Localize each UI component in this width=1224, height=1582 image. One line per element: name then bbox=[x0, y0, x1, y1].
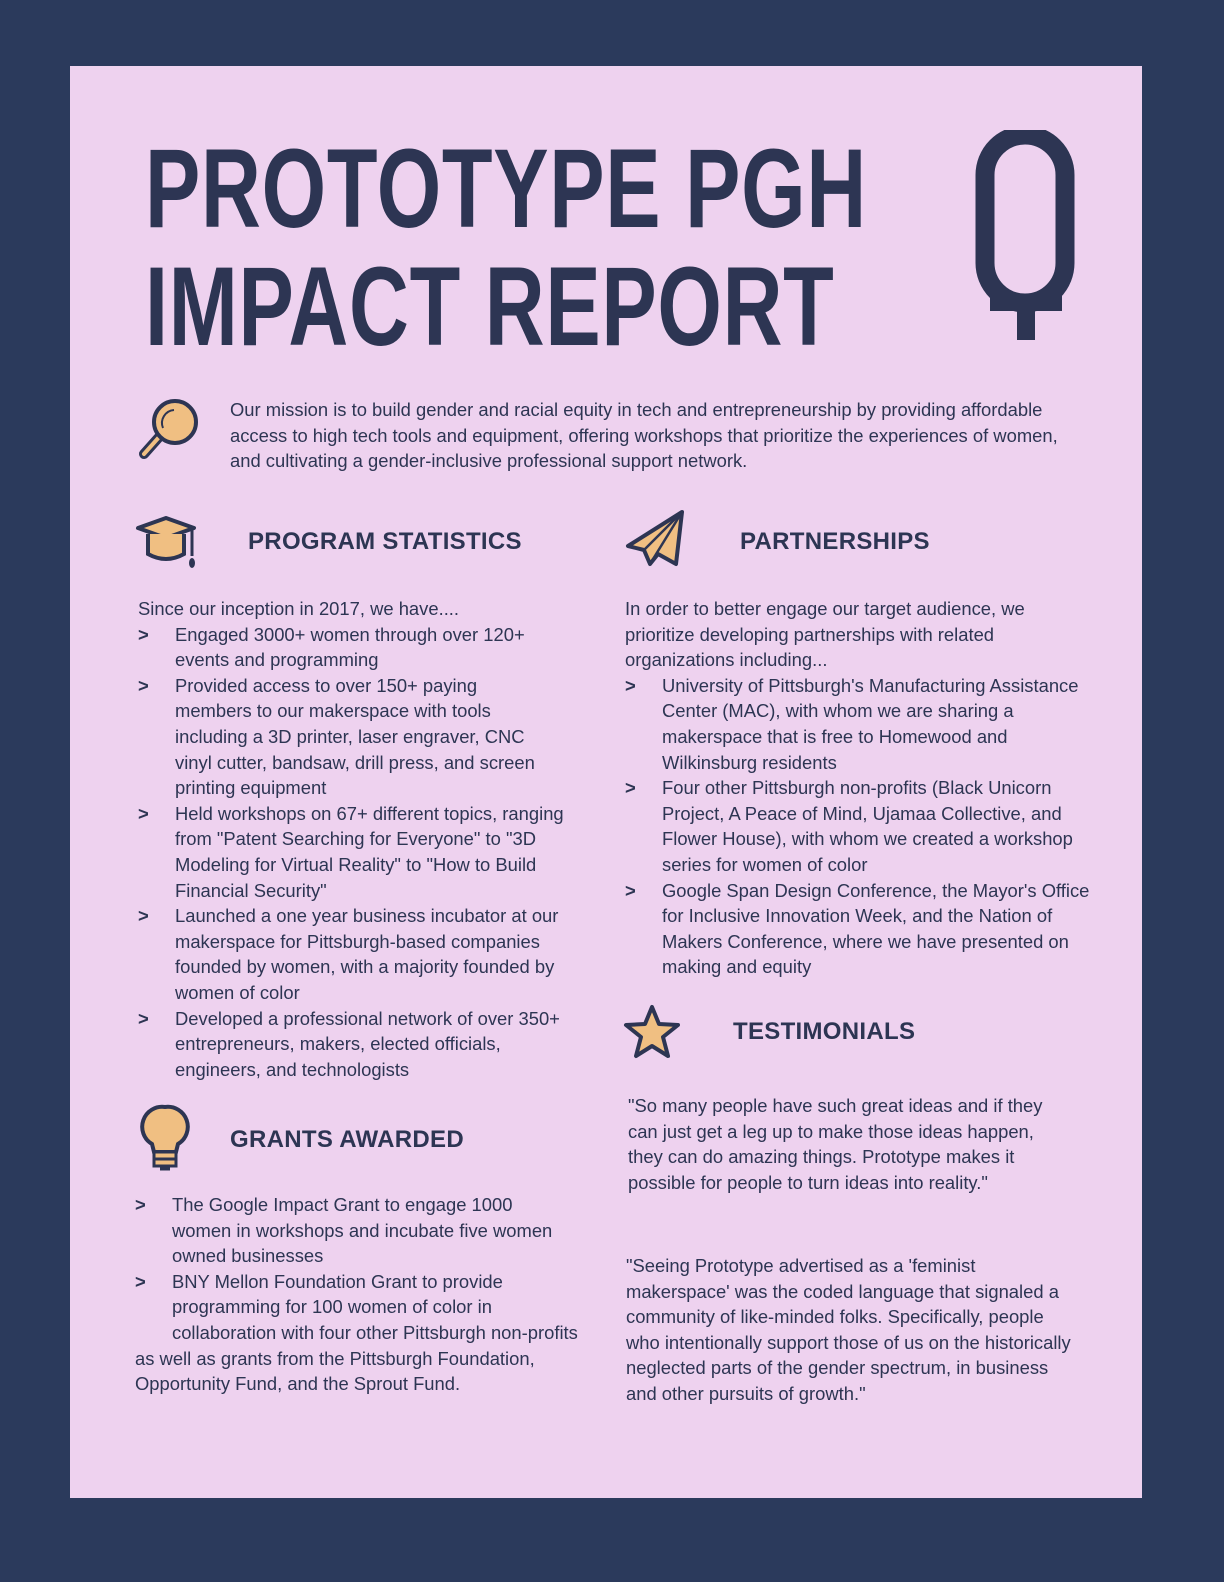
lightbulb-icon bbox=[140, 1104, 190, 1172]
star-icon bbox=[622, 1003, 682, 1061]
partnerships-section bbox=[625, 596, 1090, 980]
testimonial-quote: "Seeing Prototype advertised as a 'feminist makerspace' was the coded language that signaled a community of like-minded folks. Specifically, people who intentionally support those of us on the historically neglected parts of the gender spectrum, in business and other pursuits of growth." bbox=[626, 1255, 1071, 1404]
grant-item: > The Google Impact Grant to engage 1000 women in workshops and incubate five women owned businesses bbox=[135, 1194, 553, 1267]
program-statistics-heading: PROGRAM STATISTICS bbox=[248, 528, 522, 555]
program-item: > Engaged 3000+ women through over 120+ events and programming bbox=[138, 623, 525, 671]
program-item: > Launched a one year business incubator at our makerspace for Pittsburgh-based companies founded by women, with a majority founded by women of color bbox=[138, 905, 559, 1003]
partnership-item: > University of Pittsburgh's Manufacturing Assistance Center (MAC), with whom we are sharing a makerspace that is free to Homewood and Wilkinsburg residents bbox=[625, 674, 1079, 773]
program-item: > Developed a professional network of over 350+ entrepreneurs, makers, elected officials, engineers, and technologists bbox=[138, 1007, 560, 1080]
title-line-2: IMPACT REPORT bbox=[145, 244, 835, 369]
grants-section bbox=[135, 1192, 605, 1397]
venus-symbol-icon bbox=[975, 130, 1075, 342]
grants-heading: GRANTS AWARDED bbox=[230, 1126, 464, 1153]
report-page bbox=[70, 66, 1142, 1498]
testimonial-quote: "So many people have such great ideas and if they can just get a leg up to make those ideas happen, they can do amazing things. Prototype makes it possible for people to turn ideas into reality." bbox=[628, 1095, 1043, 1193]
magnifier-icon bbox=[136, 396, 202, 462]
partnership-item: > Google Span Design Conference, the Mayor's Office for Inclusive Innovation Week, and the Nation of Makers Conference, where we have presented on making and equity bbox=[625, 879, 1090, 978]
testimonials-heading: TESTIMONIALS bbox=[733, 1018, 916, 1045]
program-statistics-section bbox=[138, 596, 578, 1082]
grants-outro: as well as grants from the Pittsburgh Foundation, Opportunity Fund, and the Sprout Fund. bbox=[135, 1347, 535, 1395]
partnerships-intro: In order to better engage our target audience, we prioritize developing partnerships with related organizations including... bbox=[625, 598, 1025, 671]
title-line-1: PROTOTYPE PGH bbox=[145, 126, 867, 251]
partnerships-heading: PARTNERSHIPS bbox=[740, 528, 930, 555]
grant-item: > BNY Mellon Foundation Grant to provide programming for 100 women of color in collaboration with four other Pittsburgh non-profits bbox=[135, 1270, 578, 1343]
mission-text: Our mission is to build gender and racial equity in tech and entrepreneurship by providing affordable access to high tech tools and equipment, offering workshops that prioritize the experiences of women, and cultivating a gender-inclusive professional support network. bbox=[230, 399, 1058, 472]
program-intro: Since our inception in 2017, we have.... bbox=[138, 598, 460, 619]
program-item: > Held workshops on 67+ different topics, ranging from "Patent Searching for Everyone" to "3D Modeling for Virtual Reality" to "How to Build Financial Security" bbox=[138, 802, 564, 901]
partnership-item: > Four other Pittsburgh non-profits (Black Unicorn Project, A Peace of Mind, Ujamaa Collective, and Flower House), with whom we created a workshop series for women of color bbox=[625, 777, 1073, 875]
paper-plane-icon bbox=[624, 508, 688, 570]
program-item: > Provided access to over 150+ paying members to our makerspace with tools including a 3D printer, laser engraver, CNC vinyl cutter, bandsaw, drill press, and screen printing equipment bbox=[138, 674, 535, 799]
graduation-cap-icon bbox=[134, 514, 200, 574]
